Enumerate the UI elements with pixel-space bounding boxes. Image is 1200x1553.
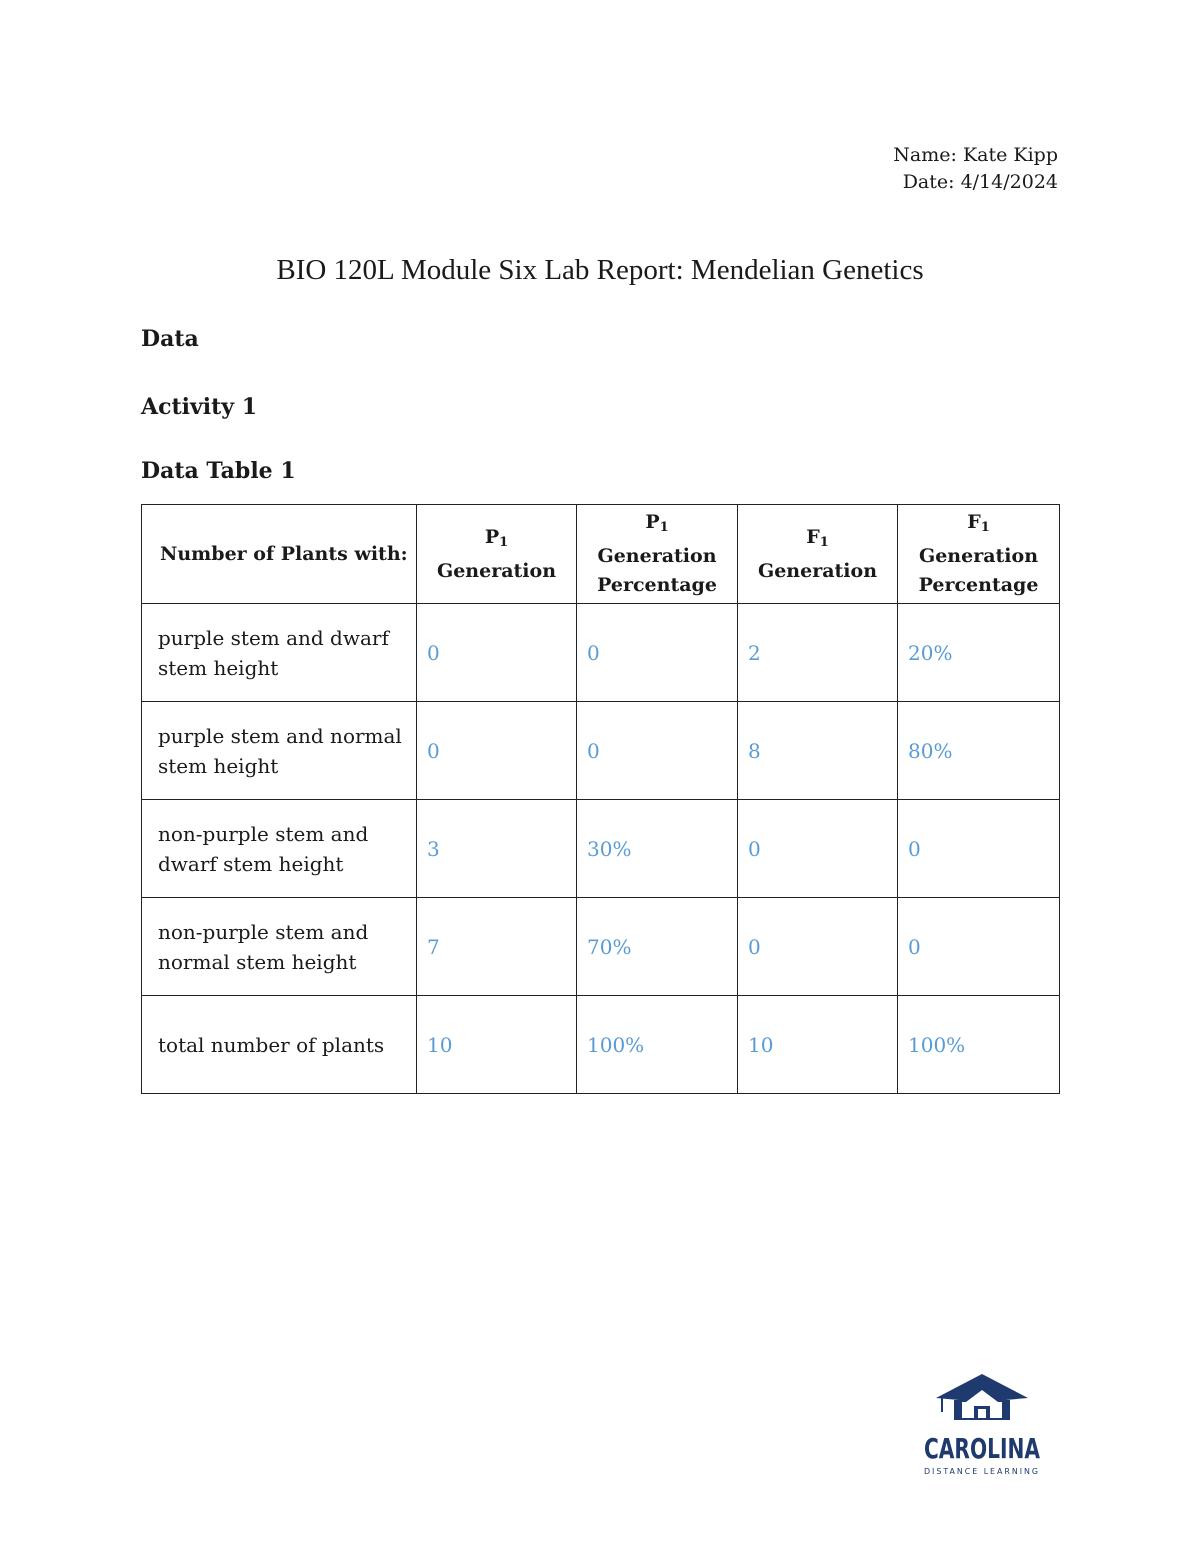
section-heading-data: Data — [141, 326, 199, 352]
row-label: non-purple stem and dwarf stem height — [142, 800, 417, 898]
cell-p1-pct: 100% — [577, 996, 738, 1094]
header-f1-generation-percentage: $F_1$ Generation Percentage — [898, 505, 1060, 604]
cell-f1: 10 — [738, 996, 898, 1094]
cell-p1: 0 — [417, 702, 577, 800]
table-row — [142, 898, 1060, 996]
table-row — [142, 996, 1060, 1094]
table-row — [142, 800, 1060, 898]
section-heading-activity: Activity 1 — [141, 394, 258, 420]
logo-wordmark: CAROLINA — [924, 1432, 1041, 1465]
table-caption: Data Table 1 — [141, 458, 296, 484]
table-row — [142, 702, 1060, 800]
header-p1-generation-percentage: $P_1$ Generation Percentage — [577, 505, 738, 604]
header-number-of-plants: Number of Plants with: — [142, 505, 417, 604]
data-table — [141, 504, 1060, 1094]
row-label: total number of plants — [142, 996, 417, 1094]
student-name: Name: Kate Kipp — [893, 144, 1058, 166]
cell-f1: 0 — [738, 800, 898, 898]
cell-f1: 0 — [738, 898, 898, 996]
cell-f1-pct: 20% — [898, 604, 1060, 702]
cell-p1: 7 — [417, 898, 577, 996]
row-label: purple stem and normal stem height — [142, 702, 417, 800]
cell-p1-pct: 0 — [577, 604, 738, 702]
logo-door-inner — [978, 1409, 986, 1418]
cell-p1: 3 — [417, 800, 577, 898]
cell-f1-pct: 100% — [898, 996, 1060, 1094]
cell-p1-pct: 0 — [577, 702, 738, 800]
cell-f1-pct: 0 — [898, 898, 1060, 996]
cell-p1: 0 — [417, 604, 577, 702]
cell-p1-pct: 70% — [577, 898, 738, 996]
table-header-row — [142, 505, 1060, 604]
carolina-logo — [918, 1372, 1046, 1478]
logo-subtext: DISTANCE LEARNING — [924, 1467, 1040, 1476]
cell-f1: 2 — [738, 604, 898, 702]
cell-f1-pct: 80% — [898, 702, 1060, 800]
report-date: Date: 4/14/2024 — [902, 171, 1058, 193]
header-p1-generation: $P_1$ Generation — [417, 505, 577, 604]
cell-f1: 8 — [738, 702, 898, 800]
page-title: BIO 120L Module Six Lab Report: Mendelian Genetics — [276, 254, 924, 286]
table-row — [142, 604, 1060, 702]
header-info — [893, 142, 1058, 196]
cell-p1: 10 — [417, 996, 577, 1094]
row-label: non-purple stem and normal stem height — [142, 898, 417, 996]
row-label: purple stem and dwarf stem height — [142, 604, 417, 702]
cell-f1-pct: 0 — [898, 800, 1060, 898]
cell-p1-pct: 30% — [577, 800, 738, 898]
header-f1-generation: $F_1$ Generation — [738, 505, 898, 604]
